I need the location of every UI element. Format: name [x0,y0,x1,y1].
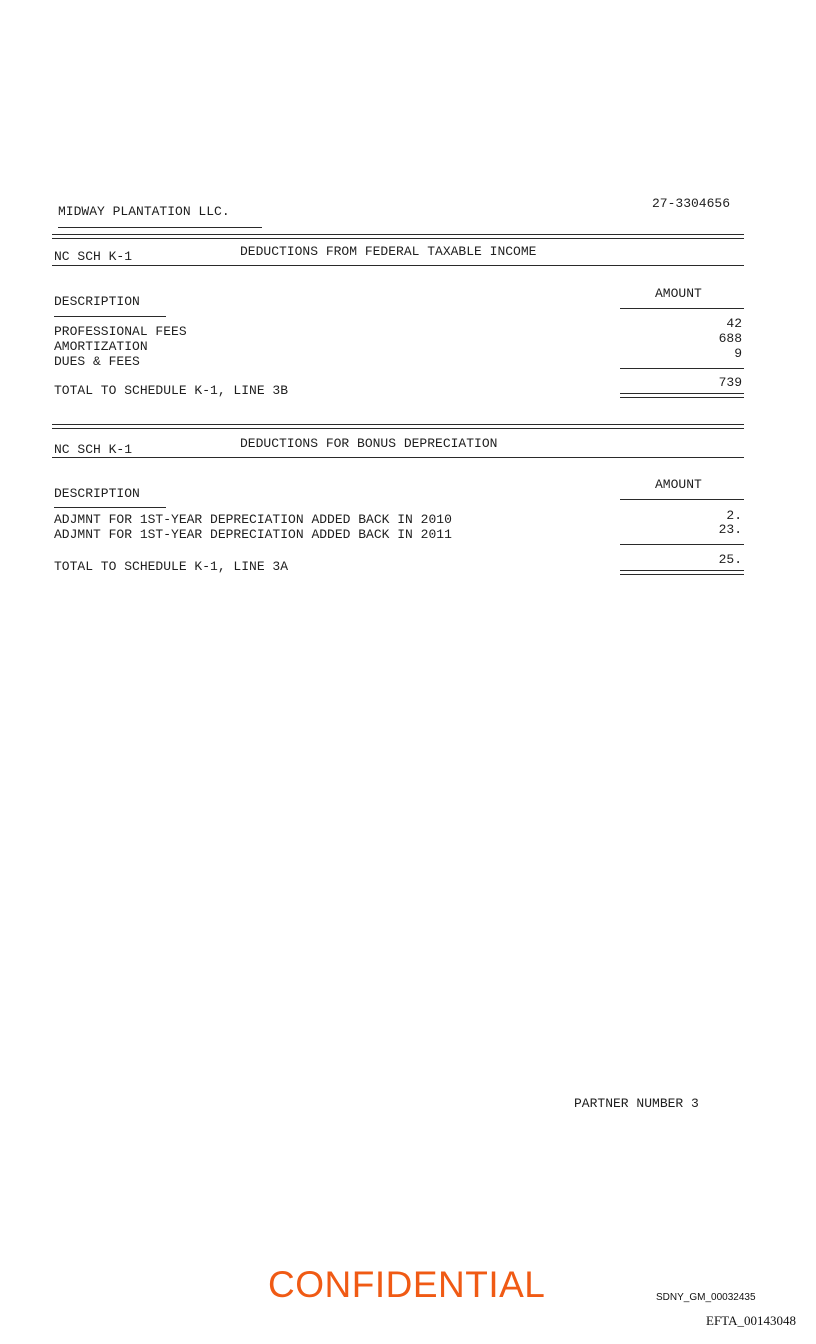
section2-header-rule [52,457,744,458]
section1-total-amount: 739 [718,375,742,390]
section1-row-amount: 688 [718,331,742,346]
section1-total-label: TOTAL TO SCHEDULE K-1, LINE 3B [54,383,289,398]
bates-number-efta: EFTA_00143048 [706,1313,796,1328]
confidential-stamp: CONFIDENTIAL [268,1264,546,1305]
section2-row-description: ADJMNT FOR 1ST-YEAR DEPRECIATION ADDED BACK IN 2010 [54,512,452,527]
company-name: MIDWAY PLANTATION LLC. [58,204,230,219]
section1-row-amount: 42 [726,316,742,331]
section2-total-label: TOTAL TO SCHEDULE K-1, LINE 3A [54,559,289,574]
section2-row-description: ADJMNT FOR 1ST-YEAR DEPRECIATION ADDED BACK IN 2011 [54,527,452,542]
section1-col-description: DESCRIPTION [54,294,140,309]
section2-description-underline [54,507,166,508]
section1-row-description: DUES & FEES [54,354,140,369]
partner-number: PARTNER NUMBER 3 [574,1096,699,1111]
section1-row-description: AMORTIZATION [54,339,148,354]
section2-amount-underline [620,499,744,500]
section1-form-label: NC SCH K-1 [54,249,133,264]
section1-row-description: PROFESSIONAL FEES [54,324,187,339]
ein: 27-3304656 [652,196,731,211]
section2-title: DEDUCTIONS FOR BONUS DEPRECIATION [240,436,498,451]
section2-total-amount: 25. [718,552,742,567]
company-underline [58,227,262,228]
bates-number-sdny: SDNY_GM_00032435 [656,1292,756,1303]
section1-header-rule [52,265,744,266]
section2-total-double-rule [620,570,744,575]
section2-col-description: DESCRIPTION [54,486,140,501]
section2-row-amount: 2. [726,508,742,523]
section2-top-rule [52,424,744,429]
section1-title: DEDUCTIONS FROM FEDERAL TAXABLE INCOME [240,244,537,259]
section1-top-rule [52,234,744,239]
section1-total-double-rule [620,393,744,398]
section1-description-underline [54,316,166,317]
section2-row-amount: 23. [718,522,742,537]
section1-row-amount: 9 [734,346,742,361]
section1-amount-underline [620,308,744,309]
section1-subtotal-rule [620,368,744,369]
section2-subtotal-rule [620,544,744,545]
section2-form-label: NC SCH K-1 [54,442,133,457]
section1-col-amount: AMOUNT [655,286,702,301]
section2-col-amount: AMOUNT [655,477,702,492]
